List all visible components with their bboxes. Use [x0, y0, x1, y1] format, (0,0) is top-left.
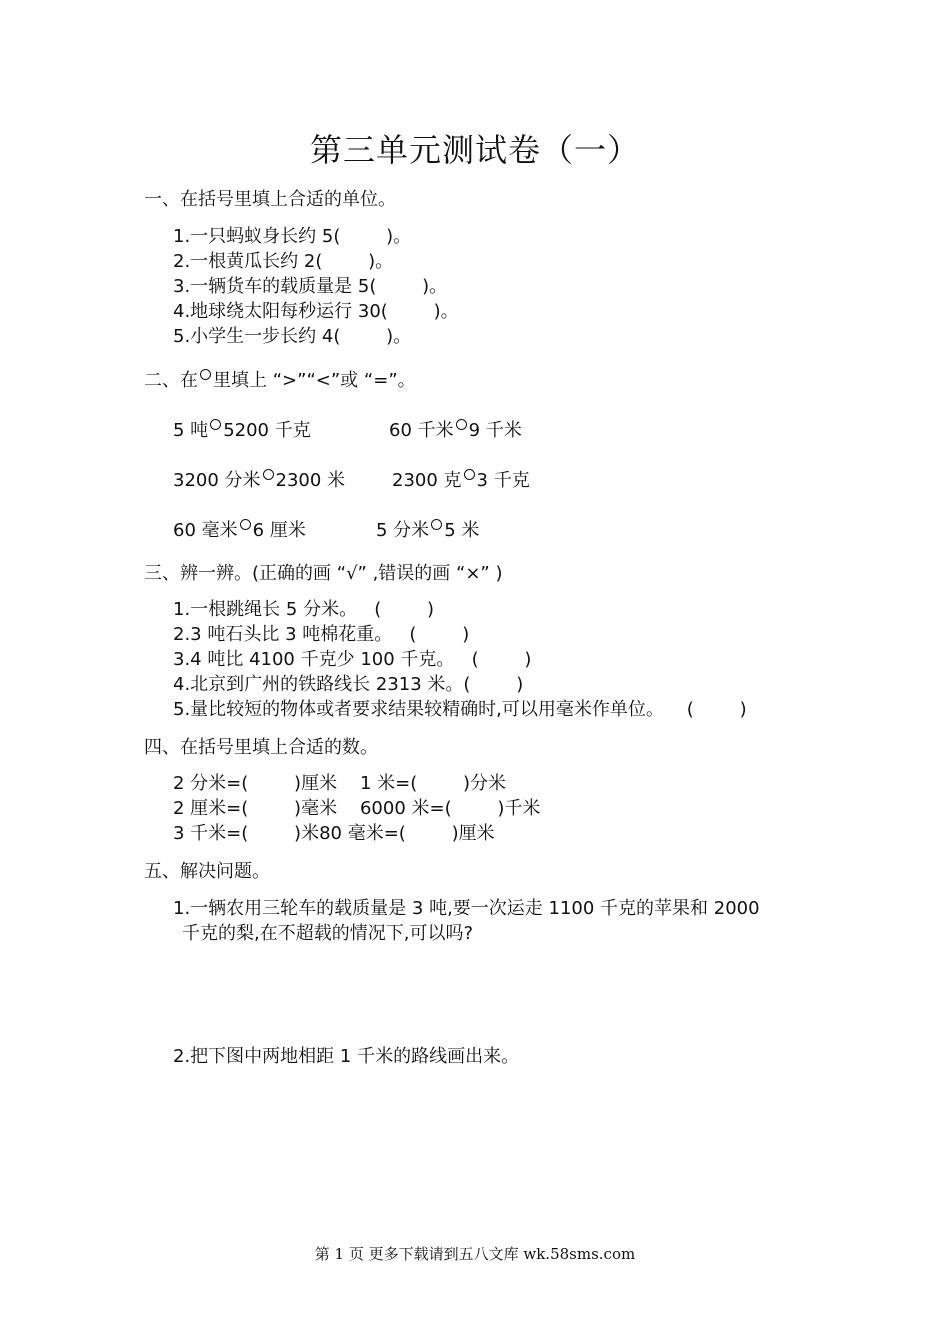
section-4-item-2: 2 厘米=( )毫米 6000 米=( )千米	[173, 798, 541, 819]
circle-icon	[200, 369, 211, 380]
section-3-item-1: 1.一根跳绳长 5 分米。 ( )	[173, 599, 435, 620]
section-4-heading: 四、在括号里填上合适的数。	[144, 737, 378, 758]
section-3-item-4: 4.北京到广州的铁路线长 2313 米。( )	[173, 674, 524, 695]
section-1-heading: 一、在括号里填上合适的单位。	[144, 189, 396, 210]
compare-row-1-a	[173, 419, 311, 443]
problem-2: 2.把下图中两地相距 1 千米的路线画出来。	[173, 1046, 520, 1067]
compare-right: 3 千克	[476, 470, 530, 491]
section-1-item-2: 2.一根黄瓜长约 2( )。	[173, 251, 394, 272]
circle-icon	[431, 519, 442, 530]
circle-icon	[456, 419, 467, 430]
section-5-heading: 五、解决问题。	[144, 861, 270, 882]
compare-row-3-b	[376, 519, 479, 543]
compare-row-2-a	[173, 469, 345, 493]
section-2-heading-end: 里填上 “>”“<”或 “=”。	[213, 370, 416, 391]
section-4-item-3: 3 千米=( )米80 毫米=( )厘米	[173, 823, 495, 844]
circle-icon	[464, 469, 475, 480]
section-1-item-5: 5.小学生一步长约 4( )。	[173, 326, 412, 347]
section-2-heading-start: 二、在	[144, 370, 198, 391]
page-footer: 第 1 页 更多下载请到五八文库 wk.58sms.com	[314, 1245, 636, 1263]
compare-row-1-b	[389, 419, 522, 443]
compare-left: 5 分米	[376, 520, 430, 541]
compare-left: 3200 分米	[173, 470, 261, 491]
circle-icon	[210, 419, 221, 430]
problem-1-line-1: 1.一辆农用三轮车的载质量是 3 吨,要一次运走 1100 千克的苹果和 2000	[173, 898, 760, 919]
circle-icon	[263, 469, 274, 480]
section-1-item-4: 4.地球绕太阳每秒运行 30( )。	[173, 301, 459, 322]
section-3-item-5: 5.量比较短的物体或者要求结果较精确时,可以用毫米作单位。 ( )	[173, 699, 747, 720]
section-1-item-1: 1.一只蚂蚁身长约 5( )。	[173, 226, 412, 247]
section-1-item-3: 3.一辆货车的载质量是 5( )。	[173, 276, 448, 297]
compare-right: 5200 千克	[223, 420, 311, 441]
compare-left: 60 毫米	[173, 520, 238, 541]
section-3-heading: 三、辨一辨。(正确的画 “√” ,错误的画 “×” )	[144, 563, 503, 584]
problem-1-line-2: 千克的梨,在不超载的情况下,可以吗?	[182, 923, 473, 944]
compare-row-2-b	[392, 469, 530, 493]
compare-right: 9 千米	[468, 420, 522, 441]
compare-right: 6 厘米	[252, 520, 306, 541]
compare-left: 5 吨	[173, 420, 209, 441]
section-3-item-2: 2.3 吨石头比 3 吨棉花重。 ( )	[173, 624, 470, 645]
section-3-item-3: 3.4 吨比 4100 千克少 100 千克。 ( )	[173, 649, 532, 670]
section-2-heading	[144, 369, 416, 393]
compare-row-3-a	[173, 519, 306, 543]
compare-left: 60 千米	[389, 420, 454, 441]
page-title: 第三单元测试卷（一）	[309, 131, 640, 169]
compare-right: 5 米	[444, 520, 480, 541]
compare-left: 2300 克	[392, 470, 462, 491]
compare-right: 2300 米	[275, 470, 346, 491]
section-4-item-1: 2 分米=( )厘米 1 米=( )分米	[173, 773, 507, 794]
circle-icon	[240, 519, 251, 530]
